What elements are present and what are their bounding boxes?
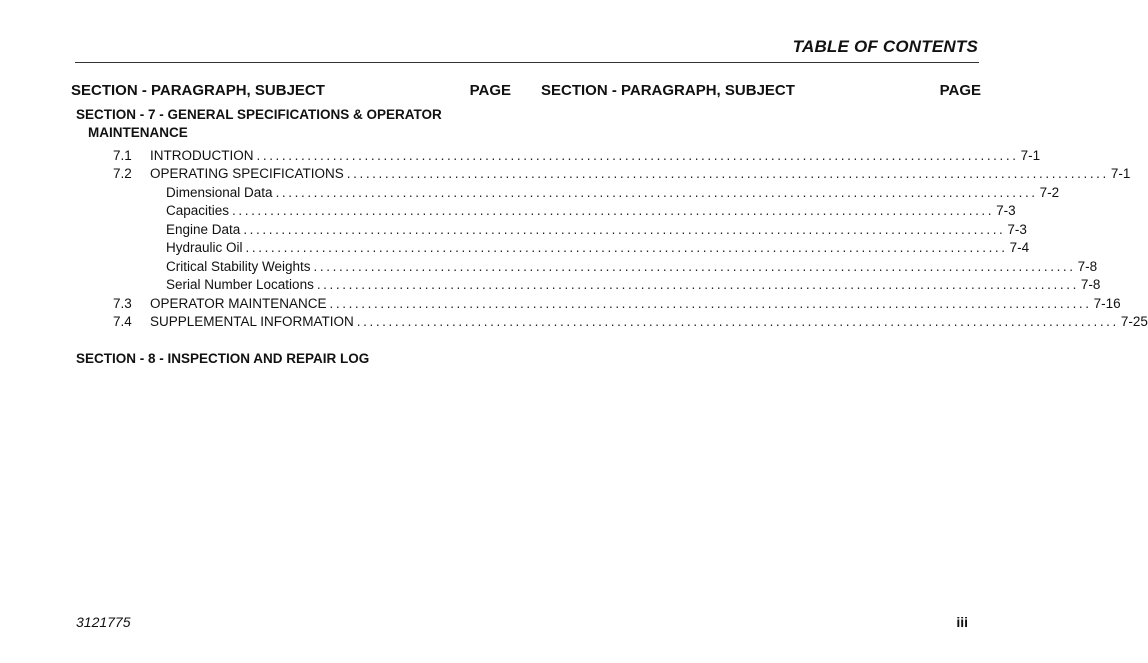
toc-entry-page: 7-25 (1120, 314, 1148, 329)
right-page-label: PAGE (939, 82, 981, 99)
dot-leader (330, 295, 1092, 313)
toc-entry-operator-maintenance[interactable] (113, 295, 1121, 313)
left-page-label: PAGE (469, 82, 511, 99)
toc-entry-introduction[interactable] (113, 147, 1041, 165)
dot-leader (257, 147, 1019, 165)
toc-entry-label: OPERATING SPECIFICATIONS (150, 166, 344, 181)
toc-entry-page: 7-1 (1110, 166, 1131, 181)
dot-leader (243, 221, 1005, 239)
left-subject-label: SECTION - PARAGRAPH, SUBJECT (71, 82, 325, 99)
toc-entry-label: Serial Number Locations (166, 277, 314, 292)
dot-leader (246, 239, 1008, 257)
section-7-title[interactable] (76, 106, 516, 142)
dot-leader (347, 165, 1109, 183)
toc-entry-number: 7.4 (113, 314, 132, 329)
toc-entry-engine-data[interactable] (166, 221, 1027, 239)
toc-entry-number: 7.1 (113, 148, 132, 163)
toc-entry-page: 7-2 (1039, 185, 1060, 200)
toc-entry-page: 7-3 (996, 203, 1016, 218)
toc-entry-page: 7-8 (1077, 259, 1098, 274)
toc-entry-label: Dimensional Data (166, 185, 273, 200)
section-7-title-line2: MAINTENANCE (88, 125, 188, 140)
toc-entry-label: Engine Data (166, 222, 241, 237)
dot-leader (314, 258, 1076, 276)
right-column-header (541, 82, 981, 102)
toc-entry-page: 7-1 (1020, 148, 1041, 163)
dot-leader (232, 202, 994, 220)
section-8-title[interactable] (76, 350, 516, 368)
toc-entry-label: Critical Stability Weights (166, 259, 311, 274)
toc-entry-hydraulic-oil[interactable] (166, 239, 1030, 257)
toc-entry-serial-number-locations[interactable] (166, 276, 1101, 294)
toc-entry-label: Hydraulic Oil (166, 240, 243, 255)
toc-entry-label: Capacities (166, 203, 230, 218)
toc-entry-page: 7-4 (1009, 240, 1030, 255)
section-8-title-line1: SECTION - 8 - INSPECTION AND REPAIR LOG (76, 351, 370, 366)
page-title: TABLE OF CONTENTS (792, 37, 978, 56)
right-subject-label: SECTION - PARAGRAPH, SUBJECT (541, 82, 795, 99)
toc-entry-label: SUPPLEMENTAL INFORMATION (150, 314, 354, 329)
toc-entry-page: 7-3 (1007, 222, 1027, 237)
section-7-title-line1: SECTION - 7 - GENERAL SPECIFICATIONS & OPERATOR (76, 107, 442, 122)
dot-leader (317, 276, 1079, 294)
dot-leader (357, 313, 1119, 331)
document-number: 3121775 (76, 614, 131, 630)
left-column-header (71, 82, 511, 102)
toc-entry-supplemental-information[interactable] (113, 313, 1148, 331)
dot-leader (276, 184, 1038, 202)
page-number: iii (956, 614, 968, 630)
toc-entry-dimensional-data[interactable] (166, 184, 1060, 202)
toc-entry-capacities[interactable] (166, 202, 1016, 220)
toc-entry-page: 7-16 (1093, 296, 1121, 311)
toc-entry-label: OPERATOR MAINTENANCE (150, 296, 327, 311)
toc-entry-page: 7-8 (1080, 277, 1101, 292)
toc-entry-operating-specifications[interactable] (113, 165, 1131, 183)
header-divider (75, 62, 979, 63)
toc-entry-number: 7.3 (113, 296, 132, 311)
toc-entry-label: INTRODUCTION (150, 148, 254, 163)
toc-entry-critical-stability-weights[interactable] (166, 258, 1098, 276)
toc-entry-number: 7.2 (113, 166, 132, 181)
